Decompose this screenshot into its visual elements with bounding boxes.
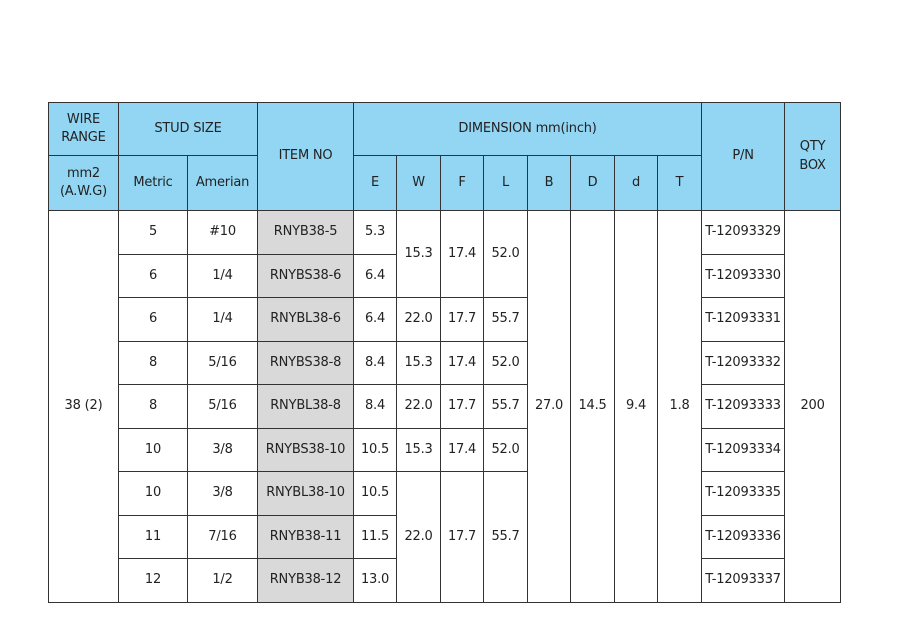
amerian-cell: 3/8 bbox=[188, 472, 258, 516]
amerian-cell: 3/8 bbox=[188, 428, 258, 472]
dim-l-header: L bbox=[484, 156, 528, 211]
metric-cell: 6 bbox=[119, 254, 188, 298]
dim-l-cell: 55.7 bbox=[484, 298, 528, 342]
table-row bbox=[49, 298, 841, 342]
dim-d-lower-cell: 9.4 bbox=[615, 211, 658, 603]
qty-box-header: QTY BOX bbox=[785, 103, 841, 211]
dim-w-cell: 15.3 bbox=[397, 341, 441, 385]
dim-w-cell: 22.0 bbox=[397, 298, 441, 342]
item-no-cell: RNYBS38-8 bbox=[258, 341, 354, 385]
table-row bbox=[49, 472, 841, 516]
amerian-cell: 1/4 bbox=[188, 254, 258, 298]
dim-t-header: T bbox=[658, 156, 702, 211]
metric-cell: 8 bbox=[119, 341, 188, 385]
pn-cell: T-12093330 bbox=[702, 254, 785, 298]
dim-b-cell: 27.0 bbox=[528, 211, 571, 603]
amerian-header: Amerian bbox=[188, 156, 258, 211]
amerian-cell: 1/4 bbox=[188, 298, 258, 342]
mm2-awg-header: mm2 (A.W.G) bbox=[49, 156, 119, 211]
dim-w-cell: 22.0 bbox=[397, 472, 441, 603]
item-no-cell: RNYBS38-6 bbox=[258, 254, 354, 298]
dim-e-cell: 8.4 bbox=[354, 341, 397, 385]
dim-l-cell: 52.0 bbox=[484, 211, 528, 298]
amerian-cell: 5/16 bbox=[188, 385, 258, 429]
metric-cell: 5 bbox=[119, 211, 188, 255]
amerian-cell: 5/16 bbox=[188, 341, 258, 385]
dim-f-header: F bbox=[441, 156, 484, 211]
dim-f-cell: 17.4 bbox=[441, 211, 484, 298]
pn-cell: T-12093333 bbox=[702, 385, 785, 429]
pn-cell: T-12093329 bbox=[702, 211, 785, 255]
dim-d-upper-cell: 14.5 bbox=[571, 211, 615, 603]
dim-b-header: B bbox=[528, 156, 571, 211]
dim-f-cell: 17.7 bbox=[441, 298, 484, 342]
item-no-cell: RNYB38-5 bbox=[258, 211, 354, 255]
metric-cell: 8 bbox=[119, 385, 188, 429]
dim-f-cell: 17.7 bbox=[441, 472, 484, 603]
dim-e-cell: 8.4 bbox=[354, 385, 397, 429]
item-no-cell: RNYBL38-6 bbox=[258, 298, 354, 342]
dim-w-cell: 15.3 bbox=[397, 211, 441, 298]
dim-e-cell: 11.5 bbox=[354, 515, 397, 559]
pn-cell: T-12093337 bbox=[702, 559, 785, 603]
dimension-header: DIMENSION mm(inch) bbox=[354, 103, 702, 156]
metric-cell: 12 bbox=[119, 559, 188, 603]
dim-e-cell: 10.5 bbox=[354, 472, 397, 516]
pn-cell: T-12093332 bbox=[702, 341, 785, 385]
pn-cell: T-12093335 bbox=[702, 472, 785, 516]
table-row bbox=[49, 341, 841, 385]
dim-e-cell: 6.4 bbox=[354, 254, 397, 298]
metric-cell: 11 bbox=[119, 515, 188, 559]
header-row-1 bbox=[49, 103, 841, 156]
metric-cell: 10 bbox=[119, 428, 188, 472]
ring-terminal-spec-table bbox=[48, 102, 841, 603]
item-no-cell: RNYB38-11 bbox=[258, 515, 354, 559]
table-row bbox=[49, 428, 841, 472]
pn-header: P/N bbox=[702, 103, 785, 211]
dim-f-cell: 17.4 bbox=[441, 428, 484, 472]
dim-f-cell: 17.4 bbox=[441, 341, 484, 385]
dim-t-cell: 1.8 bbox=[658, 211, 702, 603]
dim-w-cell: 22.0 bbox=[397, 385, 441, 429]
pn-cell: T-12093336 bbox=[702, 515, 785, 559]
item-no-cell: RNYBL38-10 bbox=[258, 472, 354, 516]
item-no-cell: RNYB38-12 bbox=[258, 559, 354, 603]
qty-box-cell: 200 bbox=[785, 211, 841, 603]
dim-e-cell: 5.3 bbox=[354, 211, 397, 255]
metric-cell: 10 bbox=[119, 472, 188, 516]
dim-l-cell: 55.7 bbox=[484, 385, 528, 429]
wire-range-cell: 38 (2) bbox=[49, 211, 119, 603]
dim-f-cell: 17.7 bbox=[441, 385, 484, 429]
dim-l-cell: 55.7 bbox=[484, 472, 528, 603]
dim-d-upper-header: D bbox=[571, 156, 615, 211]
wire-range-header: WIRE RANGE bbox=[49, 103, 119, 156]
dim-l-cell: 52.0 bbox=[484, 428, 528, 472]
pn-cell: T-12093334 bbox=[702, 428, 785, 472]
dim-w-cell: 15.3 bbox=[397, 428, 441, 472]
dim-l-cell: 52.0 bbox=[484, 341, 528, 385]
dim-d-lower-header: d bbox=[615, 156, 658, 211]
amerian-cell: 1/2 bbox=[188, 559, 258, 603]
spec-table-container bbox=[48, 102, 840, 603]
dim-e-cell: 13.0 bbox=[354, 559, 397, 603]
item-no-cell: RNYBL38-8 bbox=[258, 385, 354, 429]
pn-cell: T-12093331 bbox=[702, 298, 785, 342]
dim-e-cell: 6.4 bbox=[354, 298, 397, 342]
table-row bbox=[49, 211, 841, 255]
dim-w-header: W bbox=[397, 156, 441, 211]
item-no-header: ITEM NO bbox=[258, 103, 354, 211]
dim-e-header: E bbox=[354, 156, 397, 211]
metric-cell: 6 bbox=[119, 298, 188, 342]
amerian-cell: 7/16 bbox=[188, 515, 258, 559]
amerian-cell: #10 bbox=[188, 211, 258, 255]
dim-e-cell: 10.5 bbox=[354, 428, 397, 472]
stud-size-header: STUD SIZE bbox=[119, 103, 258, 156]
table-row bbox=[49, 385, 841, 429]
metric-header: Metric bbox=[119, 156, 188, 211]
item-no-cell: RNYBS38-10 bbox=[258, 428, 354, 472]
